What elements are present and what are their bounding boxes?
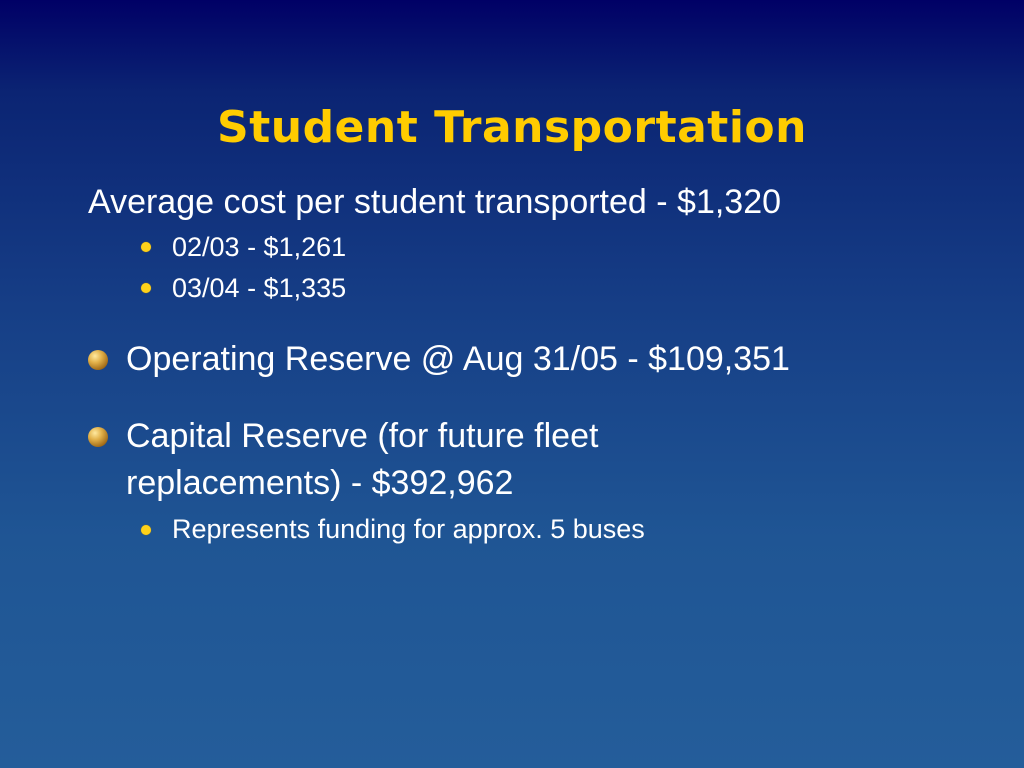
sub-bullet-dot-icon	[141, 525, 151, 535]
sub-bullet-dot-icon	[141, 283, 151, 293]
bullet-average-cost: Average cost per student transported - $1,320	[88, 183, 782, 221]
bullet-operating-reserve: Operating Reserve @ Aug 31/05 - $109,351	[126, 340, 790, 378]
slide-title: Student Transportation	[217, 102, 807, 153]
sub-bullet-0304: 03/04 - $1,335	[172, 273, 347, 303]
bullet-capital-reserve-line1: Capital Reserve (for future fleet	[126, 417, 599, 455]
sub-bullet-dot-icon	[141, 242, 151, 252]
gold-ball-bullet-icon	[88, 350, 108, 370]
gold-ball-bullet-icon	[88, 427, 108, 447]
sub-bullet-0203: 02/03 - $1,261	[172, 232, 347, 262]
bullet-capital-reserve-line2: replacements) - $392,962	[126, 464, 514, 502]
sub-bullet-buses: Represents funding for approx. 5 buses	[172, 514, 645, 544]
